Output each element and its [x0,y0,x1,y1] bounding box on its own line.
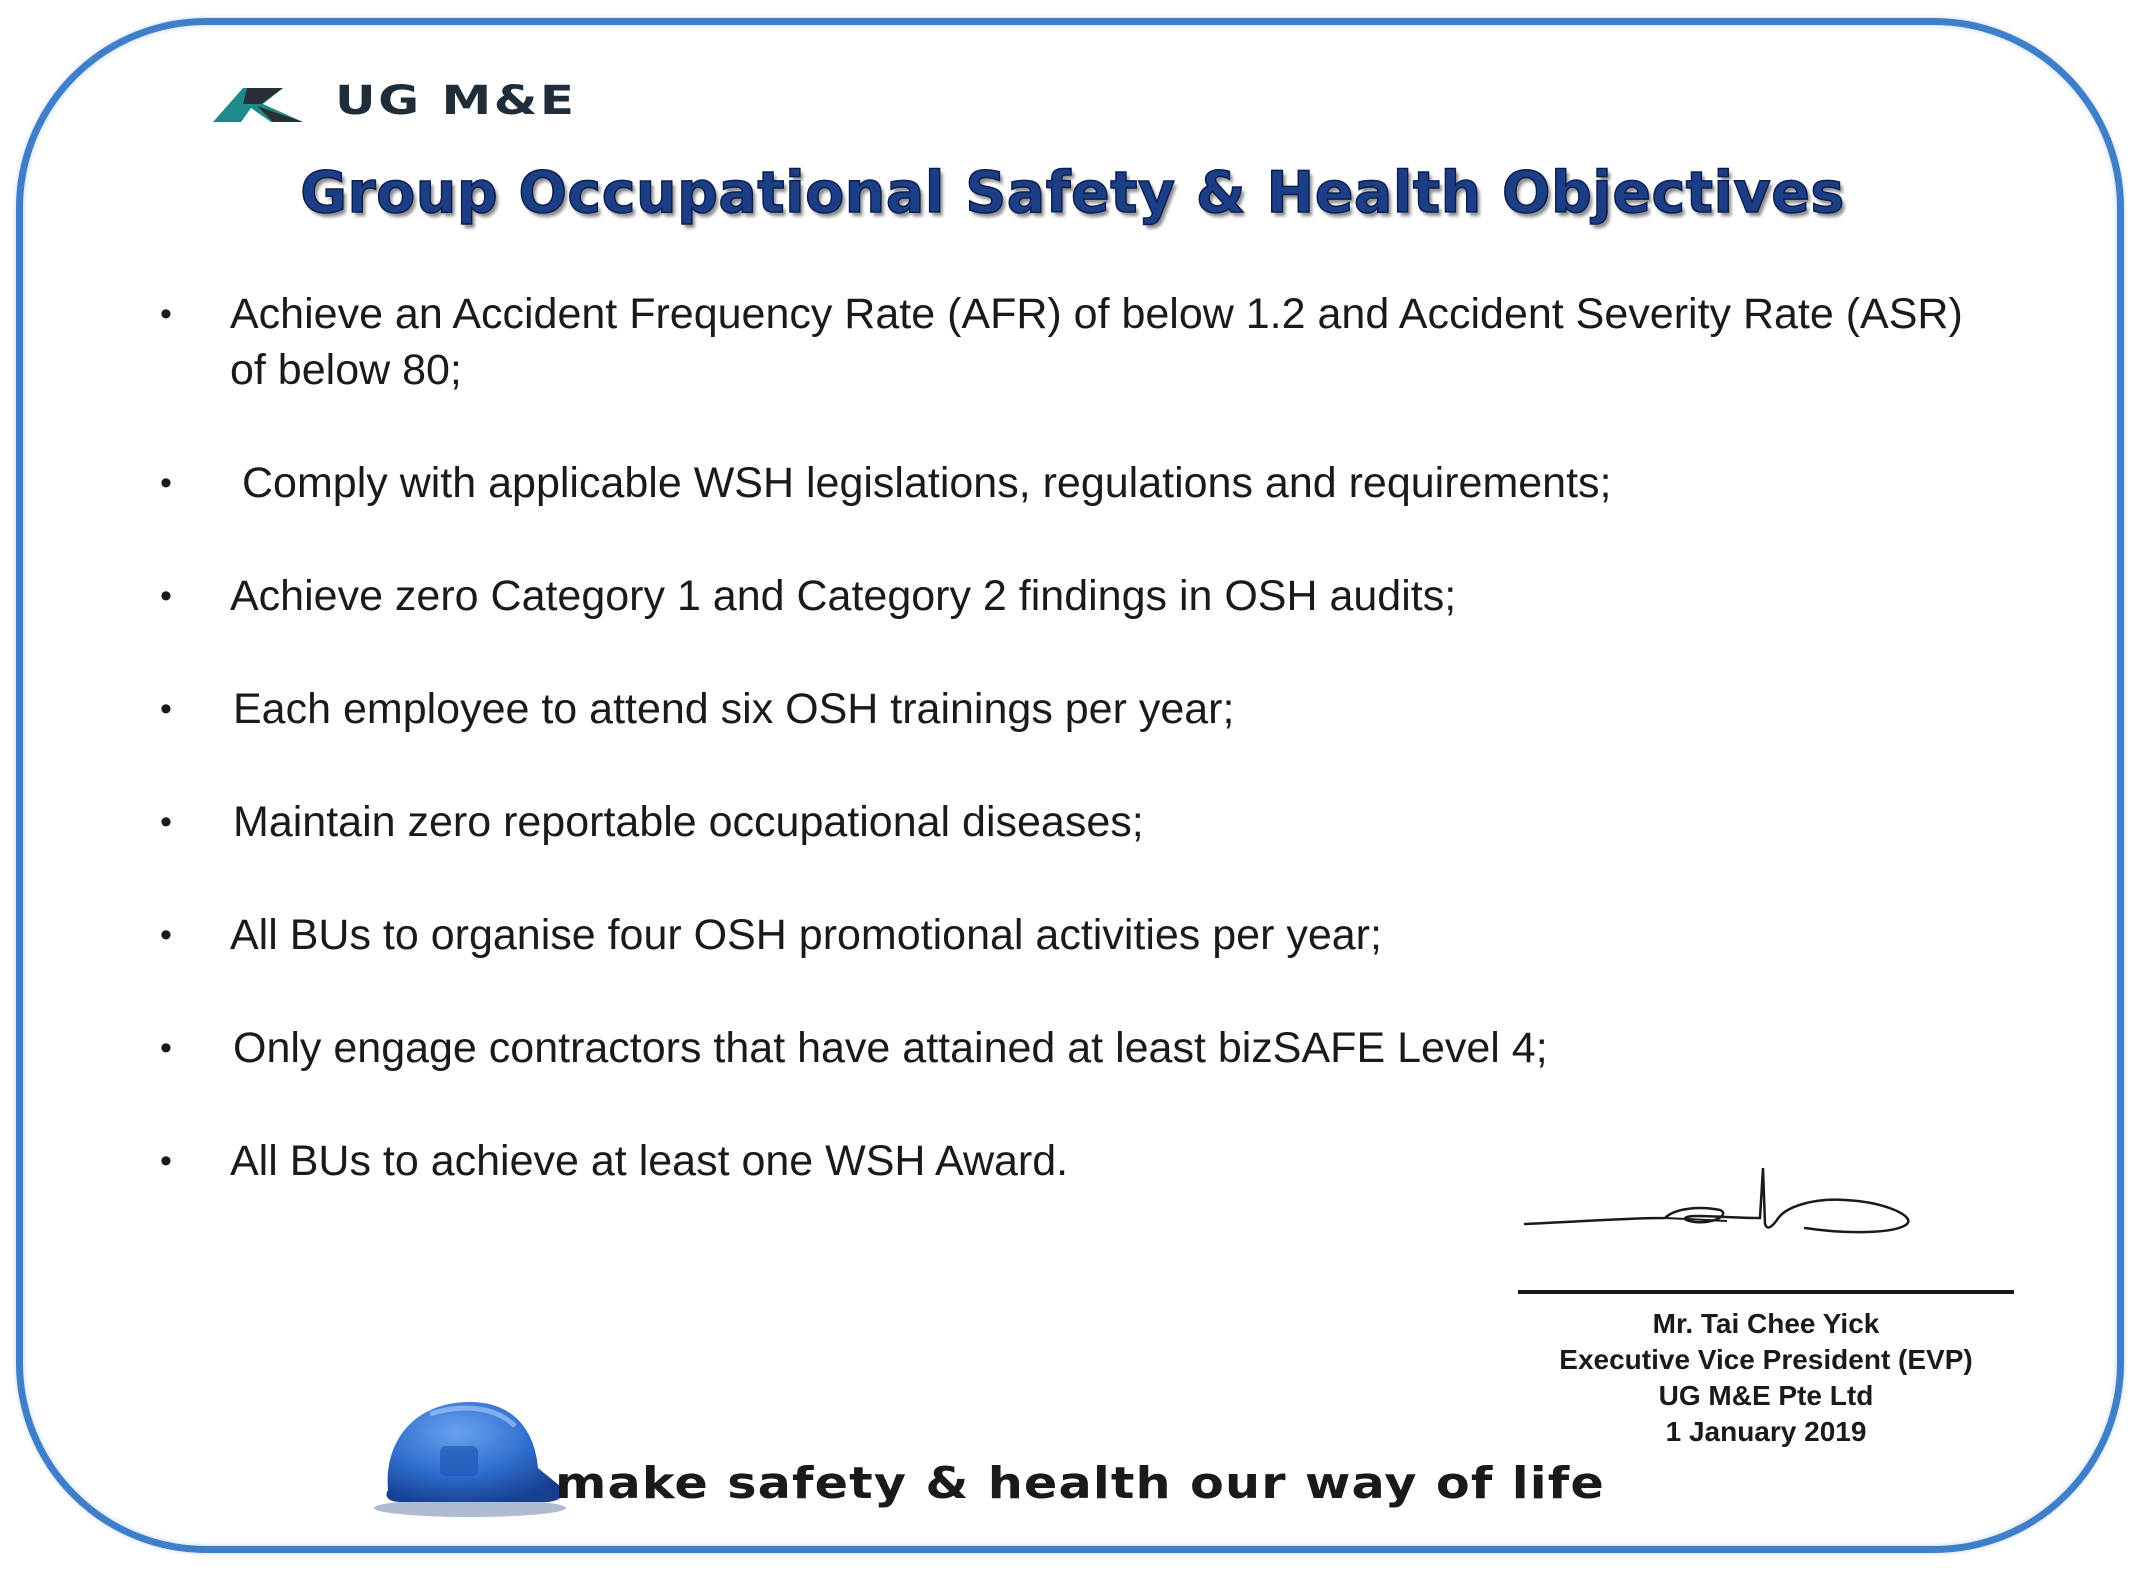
signatory-name: Mr. Tai Chee Yick [1652,1308,1880,1339]
handwritten-signature [1515,1158,1955,1258]
signatory-company: UG M&E Pte Ltd [1658,1380,1874,1411]
bullet-icon: • [160,295,172,333]
list-item [150,907,2000,963]
list-item [150,681,2000,737]
ug-logo-icon [213,78,325,124]
company-logo [213,78,577,124]
bullet-icon: • [160,464,172,502]
bullet-icon: • [160,577,172,615]
objective-text: Achieve zero Category 1 and Category 2 findings in OSH audits; [230,572,1457,620]
list-item [150,286,2000,398]
objective-text: Maintain zero reportable occupational diseases; [233,798,1144,846]
objective-text: Comply with applicable WSH legislations, regulations and requirements; [242,459,1612,507]
bullet-icon: • [160,1142,172,1180]
list-item [150,568,2000,624]
signature-line [1518,1290,2014,1294]
page-title: Group Occupational Safety & Health Objectives [300,160,1845,226]
list-item [150,794,2000,850]
signatory-block [1518,1306,2014,1450]
safety-helmet-icon [370,1390,570,1520]
objective-text: Achieve an Accident Frequency Rate (AFR) of below 1.2 and Accident Severity Rate (ASR) of below 80; [230,290,1963,394]
logo-text: UG M&E [335,78,577,124]
signatory-date: 1 January 2019 [1665,1416,1867,1447]
objective-text: All BUs to achieve at least one WSH Award. [230,1137,1069,1185]
objectives-list [150,286,2000,1189]
slogan: make safety & health our way of life [555,1458,1605,1509]
signatory-position: Executive Vice President (EVP) [1559,1344,1973,1375]
bullet-icon: • [160,690,172,728]
list-item [150,1020,2000,1076]
bullet-icon: • [160,1029,172,1067]
bullet-icon: • [160,916,172,954]
list-item [150,455,2000,511]
objective-text: All BUs to organise four OSH promotional activities per year; [230,911,1382,959]
bullet-icon: • [160,803,172,841]
objective-text: Each employee to attend six OSH trainings per year; [233,685,1235,733]
objective-text: Only engage contractors that have attained at least bizSAFE Level 4; [233,1024,1548,1072]
